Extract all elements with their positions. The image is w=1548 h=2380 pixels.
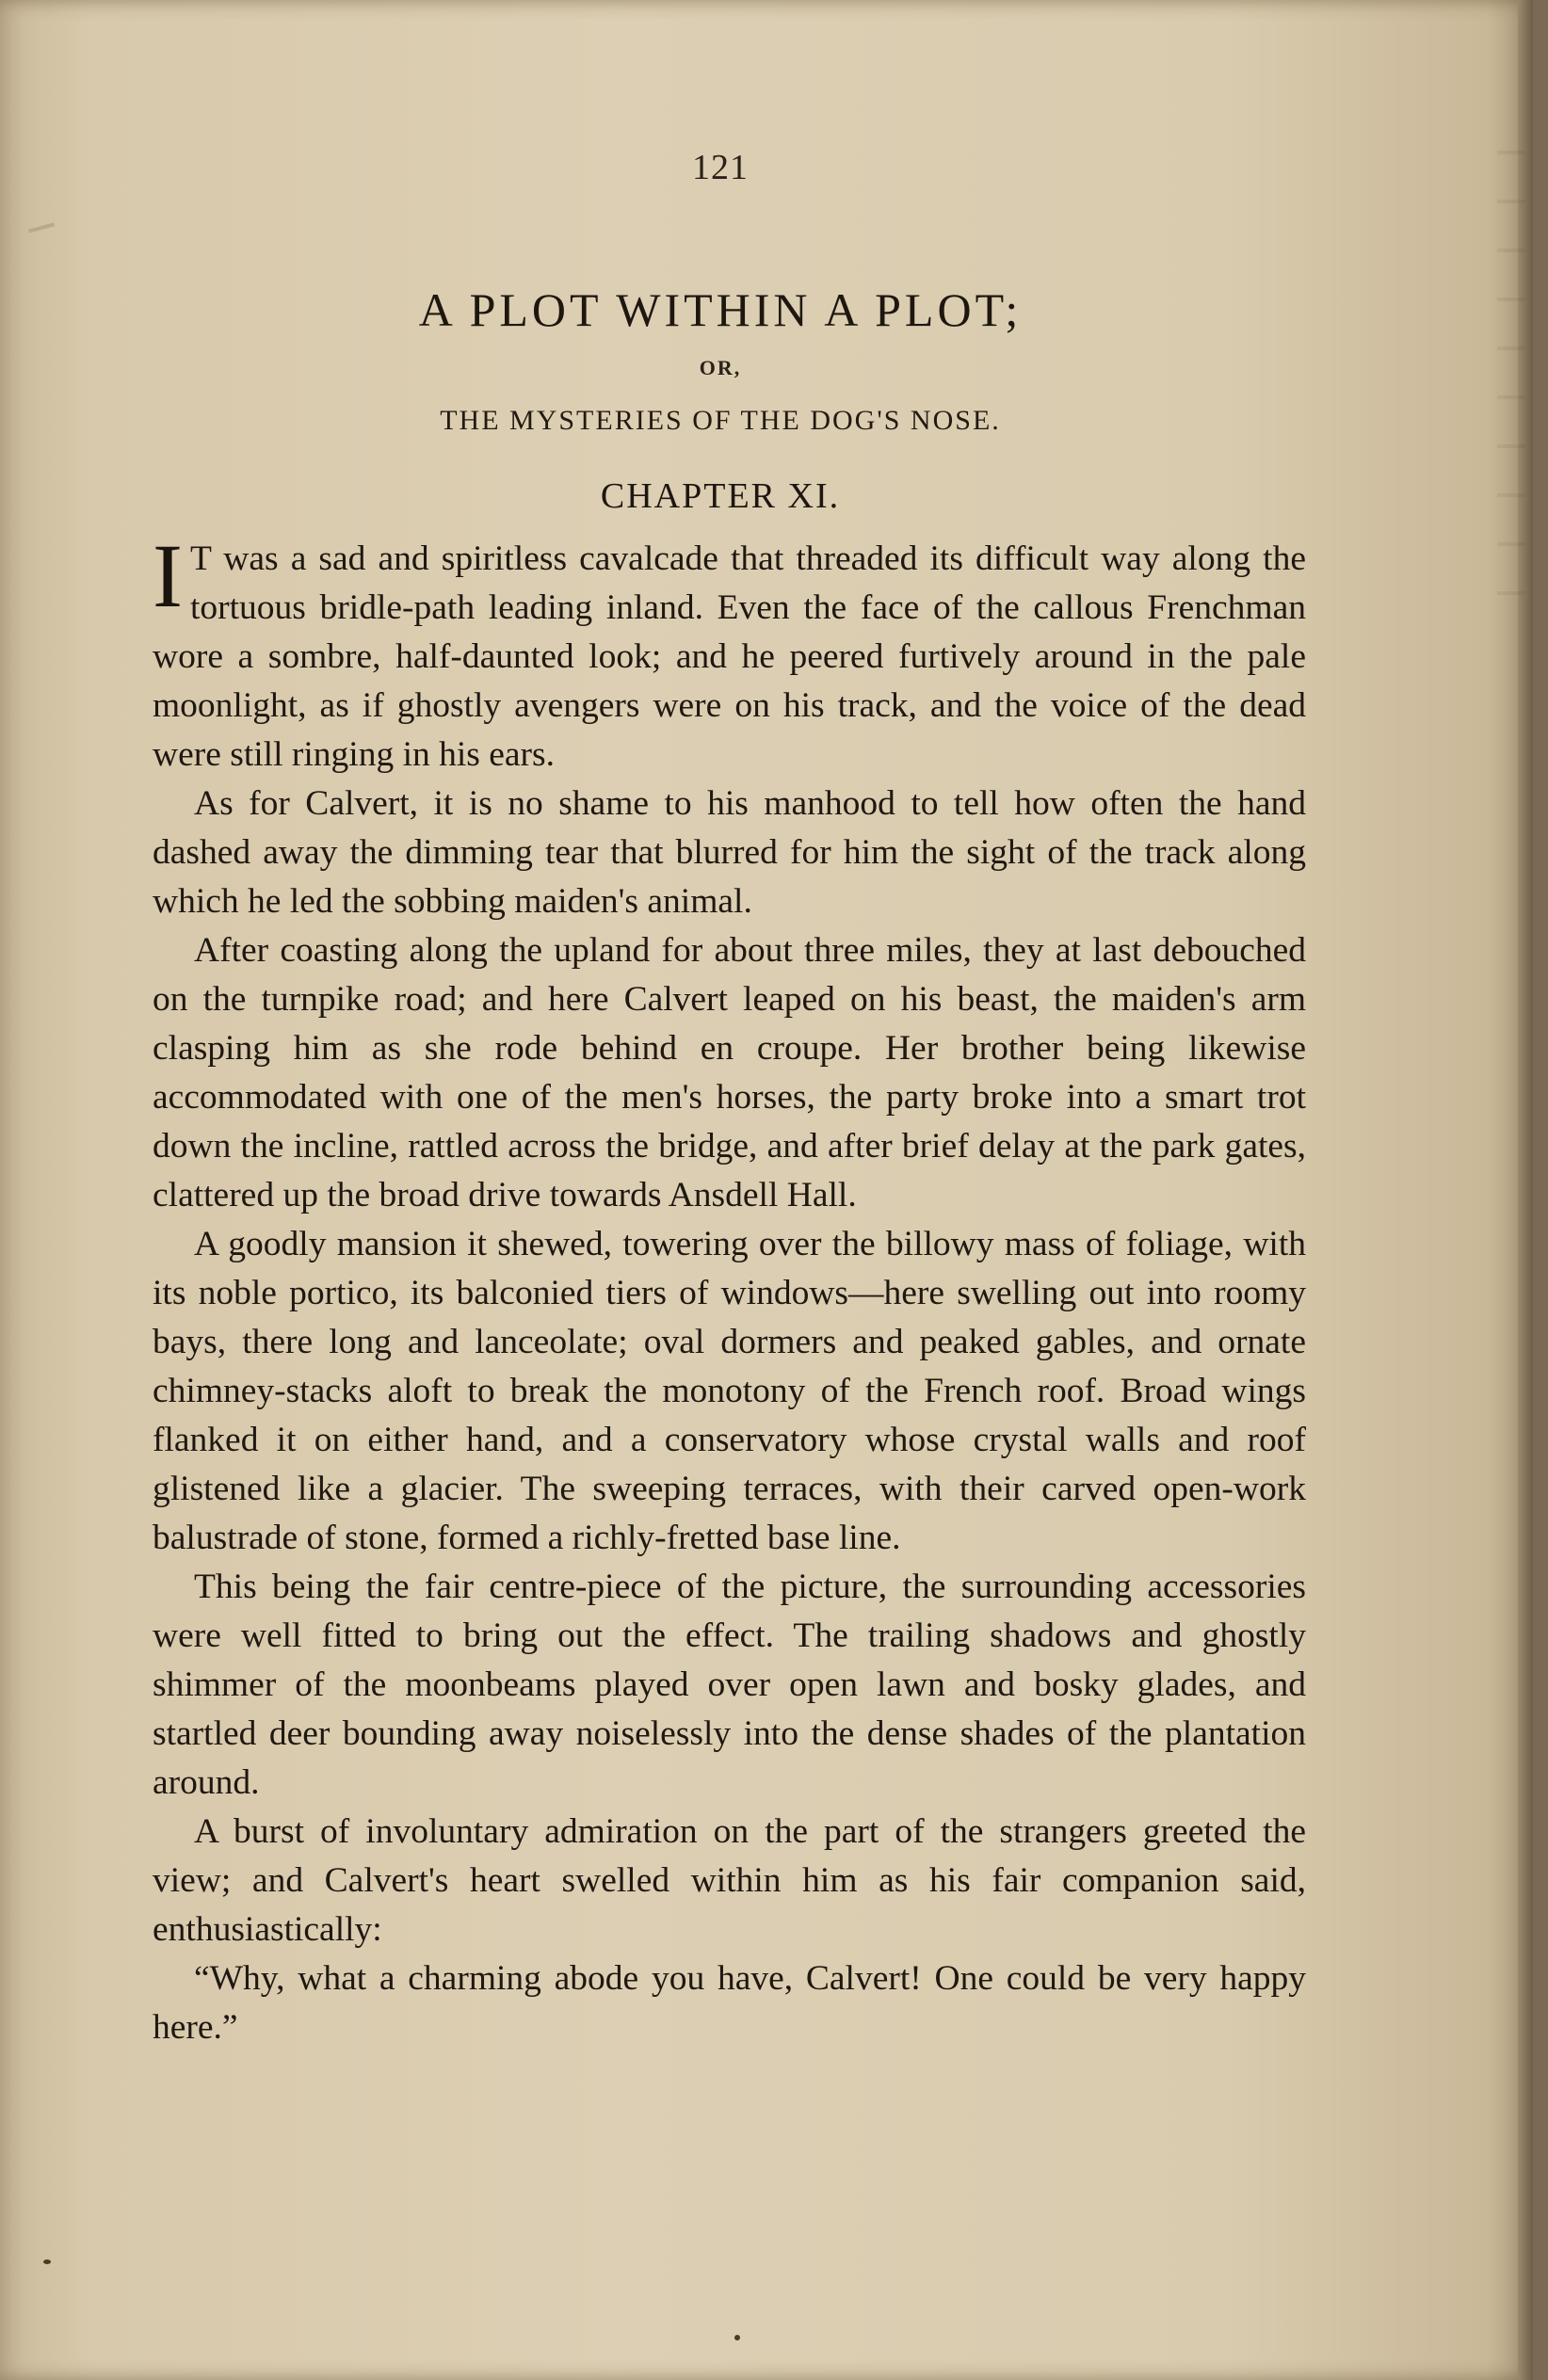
- ink-speck: [734, 2335, 740, 2340]
- paragraph: “Why, what a charming abode you have, Calvert! One could be very happy here.”: [153, 1959, 1306, 2047]
- chapter-heading: CHAPTER XI.: [600, 476, 841, 516]
- paragraph: A goodly mansion it shewed, towering over the billowy mass of foliage, with its noble portico, its balconied tiers of windows—here swelling out into roomy bays, there long and lanceolate; oval dormers and peaked gables, and ornate chimney-stacks aloft to break the monotony of the French roof. Broad wings flanked it on either hand, and a conservatory whose crystal walls and roof glistened like a glacier. The sweeping terraces, with their carved open-work balustrade of stone, formed a richly-fretted base line.: [153, 1225, 1306, 1557]
- paragraph-text: T was a sad and spiritless cavalcade that threaded its difficult way along the tortuous bridle-path leading inland. Even the face of the callous Frenchman wore a sombre, half-daunted look; and he peered furtively around in the pale moonlight, as if ghostly avengers were on his track, and the voice of the dead were still ringing in his ears.: [153, 539, 1306, 774]
- ink-speck: [43, 2259, 51, 2264]
- paragraph: After coasting along the upland for about three miles, they at last debouched on the turnpike road; and here Calvert leaped on his beast, the maiden's arm clasping him as she rode behind en croupe. Her brother being likewise accommodated with one of the men's horses, the party broke into a smart trot down the incline, rattled across the bridge, and after brief delay at the park gates, clattered up the broad drive towards Ansdell Hall.: [153, 931, 1306, 1214]
- drop-cap: I: [153, 525, 183, 626]
- paragraph: A burst of involuntary admiration on the part of the strangers greeted the view; and Calvert's heart swelled within him as his fair companion said, enthusiastically:: [153, 1812, 1306, 1949]
- paper-mark: [28, 222, 55, 233]
- paragraph: [153, 525, 1306, 780]
- page-number: 121: [692, 148, 749, 187]
- show-through-text: [1497, 151, 1525, 640]
- story-subtitle: THE MYSTERIES OF THE DOG'S NOSE.: [440, 405, 1001, 436]
- title-or: OR,: [699, 356, 742, 379]
- paragraph: This being the fair centre-piece of the picture, the surrounding accessories were well fitted to bring out the effect. The trailing shadows and ghostly shimmer of the moonbeams played over open lawn and bosky glades, and startled deer bounding away noiselessly into the dense shades of the plantation around.: [153, 1568, 1306, 1802]
- paragraph: As for Calvert, it is no shame to his manhood to tell how often the hand dashed away the dimming tear that blurred for him the sight of the track along which he led the sobbing maiden's animal.: [153, 784, 1306, 921]
- story-title: A PLOT WITHIN A PLOT;: [418, 283, 1023, 336]
- body-text: [153, 525, 1306, 2052]
